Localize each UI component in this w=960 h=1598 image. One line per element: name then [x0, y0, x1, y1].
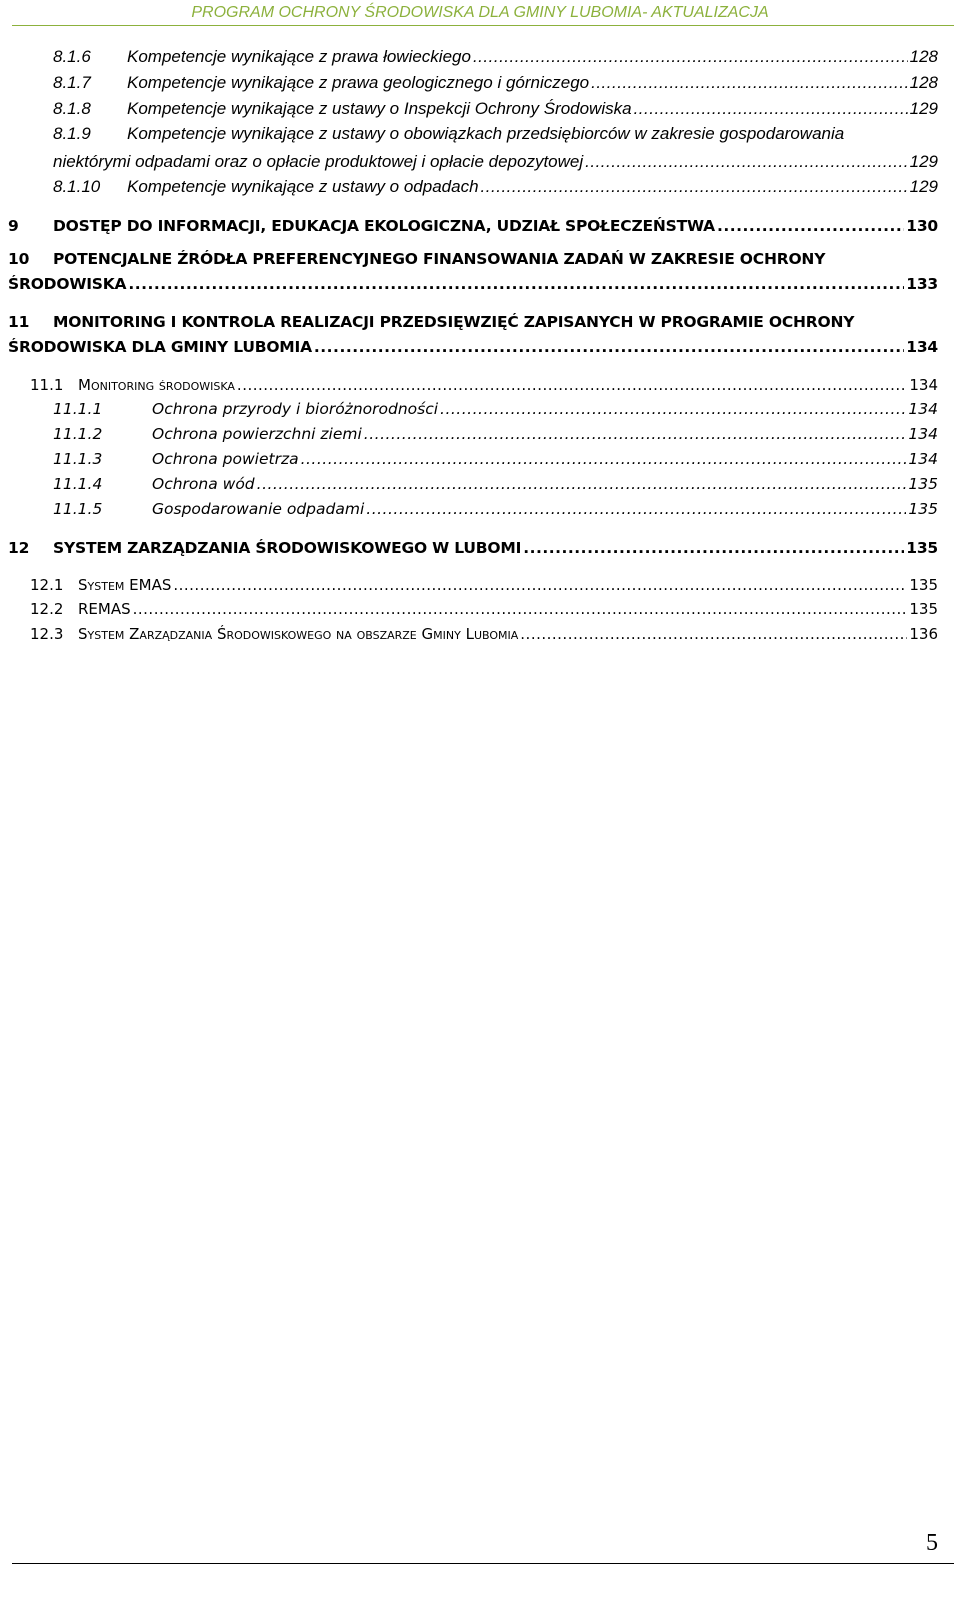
page-number: 5	[926, 1530, 938, 1556]
toc-title: Kompetencje wynikające z prawa geologicznego i górniczego	[127, 73, 590, 92]
toc-entry-11-1-1[interactable]	[53, 400, 938, 418]
toc-leader	[520, 625, 907, 643]
toc-leader	[314, 338, 904, 356]
toc-entry-11-1-4[interactable]	[53, 475, 938, 493]
toc-number: 11.1.3	[53, 450, 103, 468]
toc-leader	[634, 99, 908, 119]
toc-page: 134	[908, 400, 938, 418]
toc-number: 11.1	[30, 376, 64, 394]
toc-page: 134	[906, 338, 938, 356]
toc-leader	[364, 425, 907, 443]
toc-title-line2: niektórymi odpadami oraz o opłacie produktowej i opłacie depozytowej	[53, 152, 584, 171]
toc-number: 11.1.4	[53, 475, 103, 493]
toc-number: 12.1	[30, 576, 64, 594]
toc-number: 12	[8, 539, 30, 557]
toc-leader	[128, 275, 904, 293]
toc-number: 8.1.10	[53, 177, 101, 196]
toc-entry-12-1[interactable]	[30, 576, 938, 594]
toc-title-line1: POTENCJALNE ŹRÓDŁA PREFERENCYJNEGO FINANSOWANIA ZADAŃ W ZAKRESIE OCHRONY	[53, 250, 826, 268]
toc-title: System EMAS	[78, 576, 172, 594]
toc-title: Monitoring środowiska	[78, 376, 235, 394]
toc-page: 135	[906, 539, 938, 557]
toc-leader	[591, 73, 908, 93]
toc-title: Ochrona powierzchni ziemi	[152, 425, 362, 443]
toc-title: DOSTĘP DO INFORMACJI, EDUKACJA EKOLOGICZNA, UDZIAŁ SPOŁECZEŃSTWA	[53, 217, 715, 235]
toc-entry-11-1-5[interactable]	[53, 500, 938, 518]
toc-title-line1: MONITORING I KONTROLA REALIZACJI PRZEDSIĘWZIĘĆ ZAPISANYCH W PROGRAMIE OCHRONY	[53, 313, 855, 331]
toc-entry-11-1-2[interactable]	[53, 425, 938, 443]
toc-number: 11.1.5	[53, 500, 103, 518]
toc-page: 128	[909, 47, 938, 66]
toc-page: 129	[909, 177, 938, 196]
toc-entry-8-1-8[interactable]	[53, 99, 938, 119]
toc-leader	[481, 177, 908, 197]
toc-leader	[173, 576, 907, 594]
toc-leader	[585, 152, 907, 172]
toc-entry-11-1[interactable]	[30, 376, 938, 394]
toc-number: 9	[8, 217, 19, 235]
toc-entry-8-1-7[interactable]	[53, 73, 938, 93]
toc-leader	[237, 376, 907, 394]
toc-page: 135	[909, 600, 938, 618]
toc-number: 12.3	[30, 625, 64, 643]
toc-leader	[301, 450, 907, 468]
toc-title: System Zarządzania Środowiskowego na obszarze Gminy Lubomia	[78, 625, 519, 643]
toc-page: 136	[909, 625, 938, 643]
toc-entry-12[interactable]	[8, 539, 938, 557]
toc-page: 134	[908, 450, 938, 468]
toc-entry-8-1-9-cont[interactable]	[53, 152, 938, 172]
toc-title: Ochrona powietrza	[152, 450, 299, 468]
toc-entry-10[interactable]	[8, 250, 938, 268]
toc-entry-10-cont[interactable]	[8, 275, 938, 293]
toc-entry-11-1-3[interactable]	[53, 450, 938, 468]
toc-page: 135	[908, 475, 938, 493]
toc-page: 129	[909, 99, 938, 118]
toc-number: 11	[8, 313, 30, 331]
footer-divider	[12, 1563, 954, 1564]
toc-title-line1: Kompetencje wynikające z ustawy o obowiązkach przedsiębiorców w zakresie gospodarowania	[127, 124, 845, 143]
toc-number: 8.1.8	[53, 99, 91, 118]
toc-number: 12.2	[30, 600, 64, 618]
toc-page: 135	[908, 500, 938, 518]
toc-leader	[366, 500, 906, 518]
toc-entry-11[interactable]	[8, 313, 938, 331]
toc-number: 8.1.9	[53, 124, 91, 143]
toc-number: 8.1.6	[53, 47, 91, 66]
toc-entry-12-2[interactable]	[30, 600, 938, 618]
toc-title-line2: ŚRODOWISKA DLA GMINY LUBOMIA	[8, 338, 312, 356]
toc-page: 135	[909, 576, 938, 594]
toc-page: 134	[909, 376, 938, 394]
toc-entry-8-1-10[interactable]	[53, 177, 938, 197]
toc-page: 133	[906, 275, 938, 293]
toc-leader	[440, 400, 906, 418]
toc-leader	[257, 475, 907, 493]
toc-page: 134	[908, 425, 938, 443]
toc-leader	[133, 600, 908, 618]
toc-title: REMAS	[78, 600, 131, 618]
page-header	[0, 0, 960, 30]
toc-title: Kompetencje wynikające z prawa łowieckiego	[127, 47, 471, 66]
toc-title: Ochrona wód	[152, 475, 255, 493]
toc-title: Kompetencje wynikające z ustawy o Inspekcji Ochrony Środowiska	[127, 99, 632, 118]
toc-number: 11.1.1	[53, 400, 103, 418]
toc-title-line2: ŚRODOWISKA	[8, 275, 127, 293]
toc-entry-8-1-6[interactable]	[53, 47, 938, 67]
toc-number: 10	[8, 250, 30, 268]
toc-number: 11.1.2	[53, 425, 103, 443]
toc-leader	[717, 217, 904, 235]
toc-entry-8-1-9[interactable]	[53, 124, 938, 144]
toc-title: SYSTEM ZARZĄDZANIA ŚRODOWISKOWEGO W LUBOMI	[53, 539, 522, 557]
header-divider	[12, 25, 954, 26]
toc-entry-12-3[interactable]	[30, 625, 938, 643]
toc-title: Ochrona przyrody i bioróżnorodności	[152, 400, 439, 418]
toc-leader	[523, 539, 904, 557]
header-title: PROGRAM OCHRONY ŚRODOWISKA DLA GMINY LUBOMIA- AKTUALIZACJA	[191, 4, 769, 21]
toc-entry-11-cont[interactable]	[8, 338, 938, 356]
toc-title: Gospodarowanie odpadami	[152, 500, 365, 518]
toc-entry-9[interactable]	[8, 217, 938, 235]
toc-page: 129	[909, 152, 938, 171]
toc-page: 130	[906, 217, 938, 235]
toc-leader	[473, 47, 908, 67]
toc-number: 8.1.7	[53, 73, 91, 92]
toc-title: Kompetencje wynikające z ustawy o odpadach	[127, 177, 479, 196]
toc-page: 128	[909, 73, 938, 92]
